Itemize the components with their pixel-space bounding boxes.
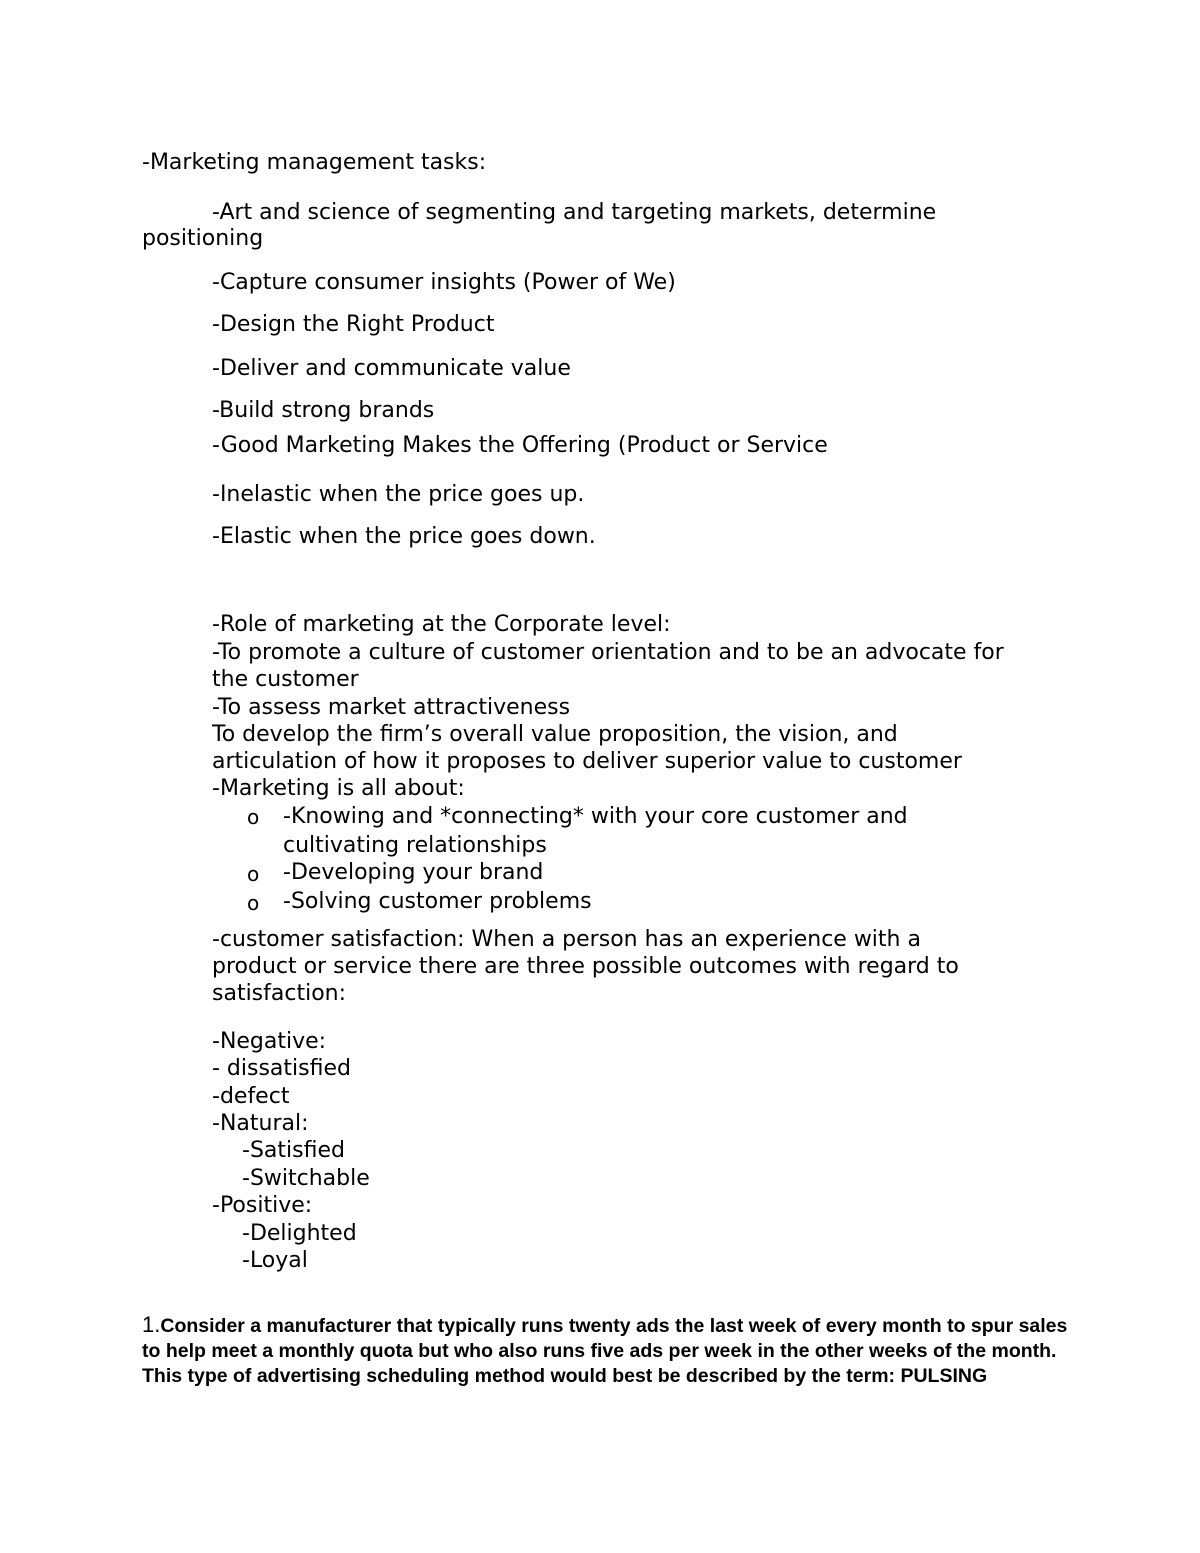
outcome-line: -Positive:	[212, 1193, 313, 1218]
task-line: -Design the Right Product	[212, 312, 495, 337]
outcome-line: -Satisfied	[242, 1138, 345, 1163]
outcome-line: -Natural:	[212, 1111, 309, 1136]
outcome-line: -Delighted	[242, 1221, 357, 1246]
task-line: -Art and science of segmenting and targeting markets, determine	[212, 200, 937, 225]
task-line: -Capture consumer insights (Power of We)	[212, 270, 676, 295]
corporate-line: articulation of how it proposes to deliver superior value to customer	[212, 749, 962, 774]
list-item: cultivating relationships	[283, 833, 547, 858]
list-item: -Solving customer problems	[283, 889, 592, 914]
satisfaction-line: satisfaction:	[212, 981, 347, 1006]
outcome-line: -Negative:	[212, 1029, 327, 1054]
outcome-line: -Switchable	[242, 1166, 370, 1191]
task-line: -Deliver and communicate value	[212, 356, 571, 381]
satisfaction-line: -customer satisfaction: When a person has an experience with a	[212, 927, 921, 952]
list-item: -Developing your brand	[283, 860, 544, 885]
corporate-line: the customer	[212, 667, 359, 692]
question-number: 1.	[142, 1312, 161, 1337]
outcome-line: - dissatisfied	[212, 1056, 351, 1081]
corporate-line: -To assess market attractiveness	[212, 695, 571, 720]
corporate-line: -To promote a culture of customer orientation and to be an advocate for	[212, 640, 1004, 665]
task-line: -Build strong brands	[212, 398, 435, 423]
section-heading: -Marketing management tasks:	[142, 150, 487, 175]
list-bullet: o	[247, 805, 260, 829]
list-bullet: o	[247, 862, 260, 886]
corporate-line: -Role of marketing at the Corporate level:	[212, 612, 671, 637]
list-item: -Knowing and *connecting* with your core customer and	[283, 804, 908, 829]
list-bullet: o	[247, 891, 260, 915]
question-text: Consider a manufacturer that typically runs twenty ads the last week of every month to spur sales to help meet a monthly quota but who also runs five ads per week in the other weeks of the month. This type of advertising scheduling method would best be described by the term: PULSING	[142, 1315, 1068, 1387]
satisfaction-line: product or service there are three possible outcomes with regard to	[212, 954, 959, 979]
task-line: positioning	[142, 226, 264, 251]
task-line: -Elastic when the price goes down.	[212, 524, 596, 549]
outcome-line: -defect	[212, 1084, 290, 1109]
question-paragraph	[142, 1312, 1072, 1389]
corporate-line: -Marketing is all about:	[212, 776, 465, 801]
task-line: -Inelastic when the price goes up.	[212, 482, 585, 507]
corporate-line: To develop the firm’s overall value proposition, the vision, and	[212, 722, 898, 747]
outcome-line: -Loyal	[242, 1248, 308, 1273]
task-line: -Good Marketing Makes the Offering (Product or Service	[212, 433, 828, 458]
